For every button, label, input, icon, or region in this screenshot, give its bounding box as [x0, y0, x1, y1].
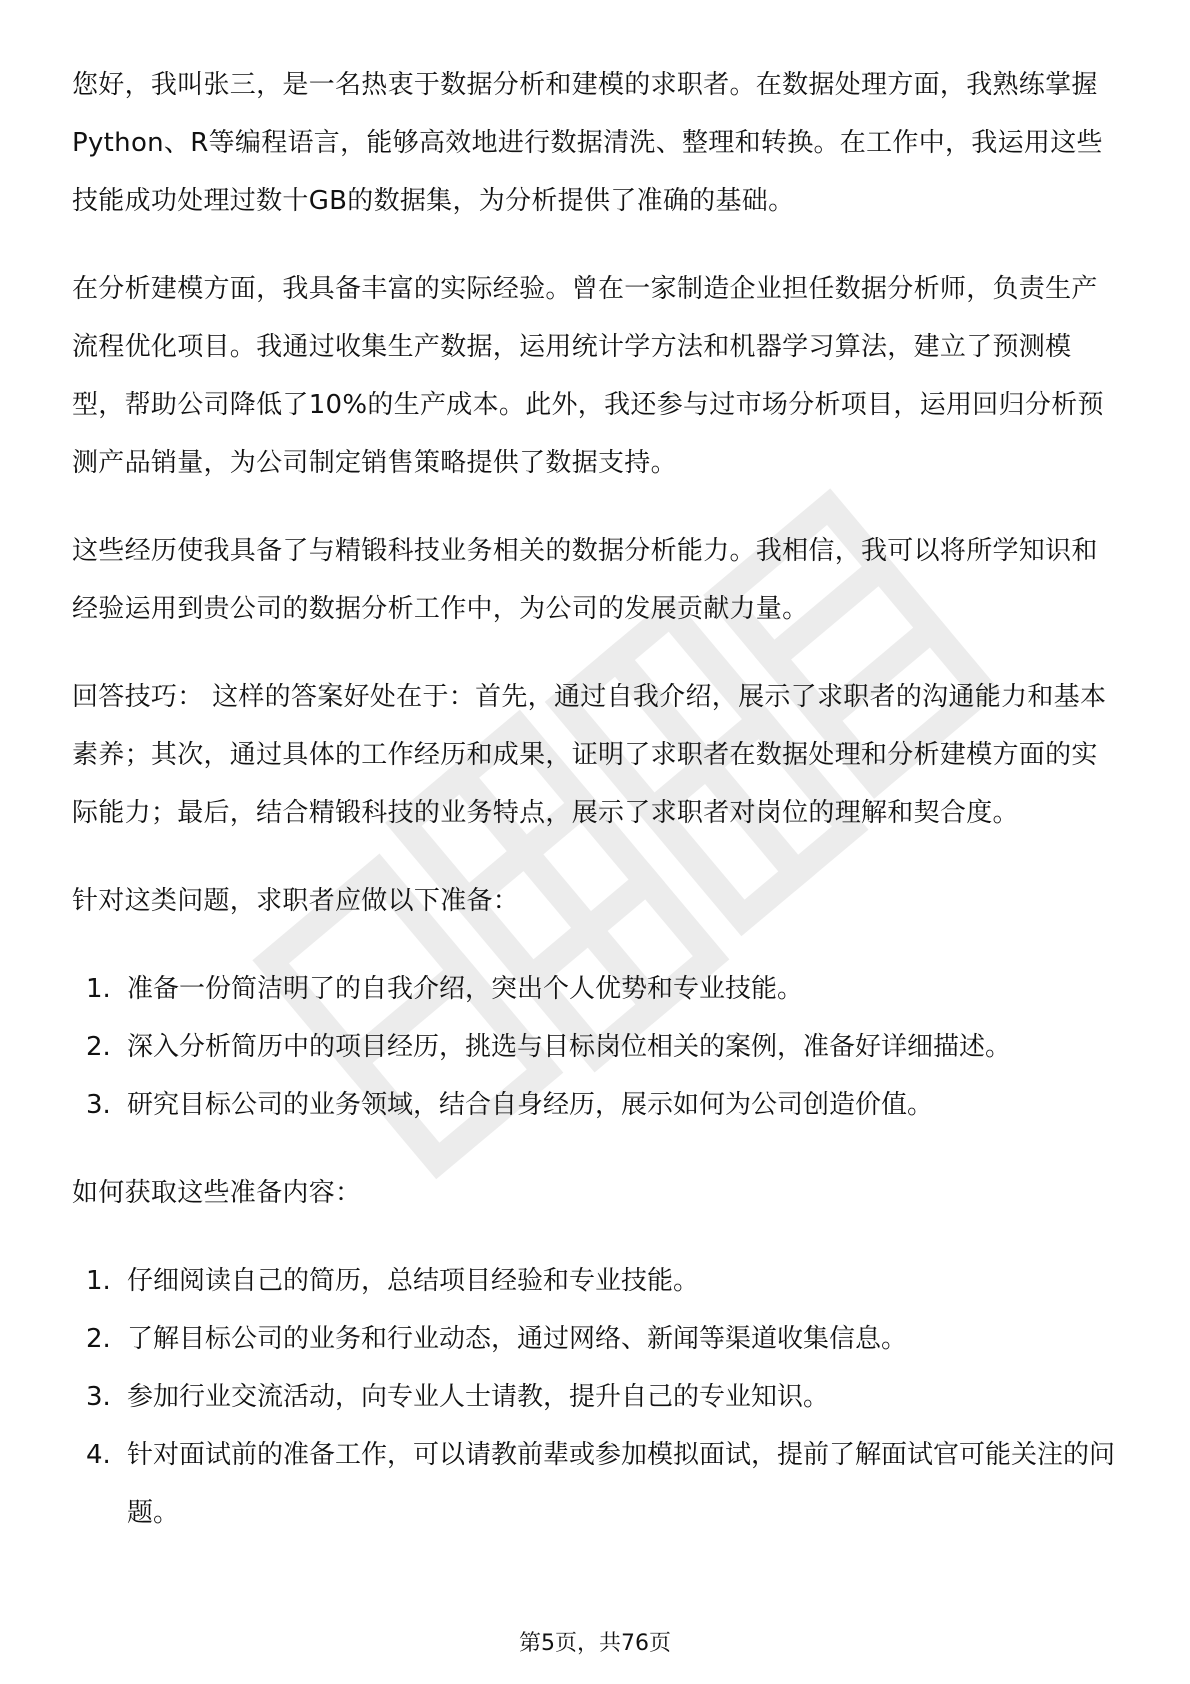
list-item: 2. 了解目标公司的业务和行业动态，通过网络、新闻等渠道收集信息。: [86, 1324, 908, 1354]
list-item: 3. 研究目标公司的业务领域，结合自身经历，展示如何为公司创造价值。: [86, 1090, 934, 1120]
list-item: 3. 参加行业交流活动，向专业人士请教，提升自己的专业知识。: [86, 1382, 830, 1412]
paragraph-answer-tips: 回答技巧： 这样的答案好处在于：首先，通过自我介绍，展示了求职者的沟通能力和基本素养；其次，通过具体的工作经历和成果，证明了求职者在数据处理和分析建模方面的实际能力；最后，结合精锻科技的业务特点，展示了求职者对岗位的理解和契合度。: [72, 682, 1107, 828]
list-item: 4. 针对面试前的准备工作，可以请教前辈或参加模拟面试，提前了解面试官可能关注的问题。: [86, 1440, 1116, 1528]
list-item: 2. 深入分析简历中的项目经历，挑选与目标岗位相关的案例，准备好详细描述。: [86, 1032, 1012, 1062]
paragraph-self-intro: 您好，我叫张三，是一名热衷于数据分析和建模的求职者。在数据处理方面，我熟练掌握Python、R等编程语言，能够高效地进行数据清洗、整理和转换。在工作中，我运用这些技能成功处理过数十GB的数据集，为分析提供了准确的基础。: [72, 70, 1103, 216]
acquire-list: [72, 1252, 1122, 1542]
paragraph-modeling-experience: 在分析建模方面，我具备丰富的实际经验。曾在一家制造企业担任数据分析师，负责生产流程优化项目。我通过收集生产数据，运用统计学方法和机器学习算法，建立了预测模型，帮助公司降低了10%的生产成本。此外，我还参与过市场分析项目，运用回归分析预测产品销量，为公司制定销售策略提供了数据支持。: [72, 274, 1104, 478]
page-number-footer: 第5页，共76页: [519, 1631, 671, 1656]
paragraph-preparation-heading: 针对这类问题，求职者应做以下准备：: [72, 886, 520, 916]
preparation-list: [72, 960, 1122, 1134]
document-body: [72, 56, 1122, 1572]
paragraph-ability-summary: 这些经历使我具备了与精锻科技业务相关的数据分析能力。我相信，我可以将所学知识和经验运用到贵公司的数据分析工作中，为公司的发展贡献力量。: [72, 536, 1098, 624]
list-item: 1. 准备一份简洁明了的自我介绍，突出个人优势和专业技能。: [86, 974, 804, 1004]
paragraph-acquire-heading: 如何获取这些准备内容：: [72, 1178, 362, 1208]
list-item: 1. 仔细阅读自己的简历，总结项目经验和专业技能。: [86, 1266, 700, 1296]
